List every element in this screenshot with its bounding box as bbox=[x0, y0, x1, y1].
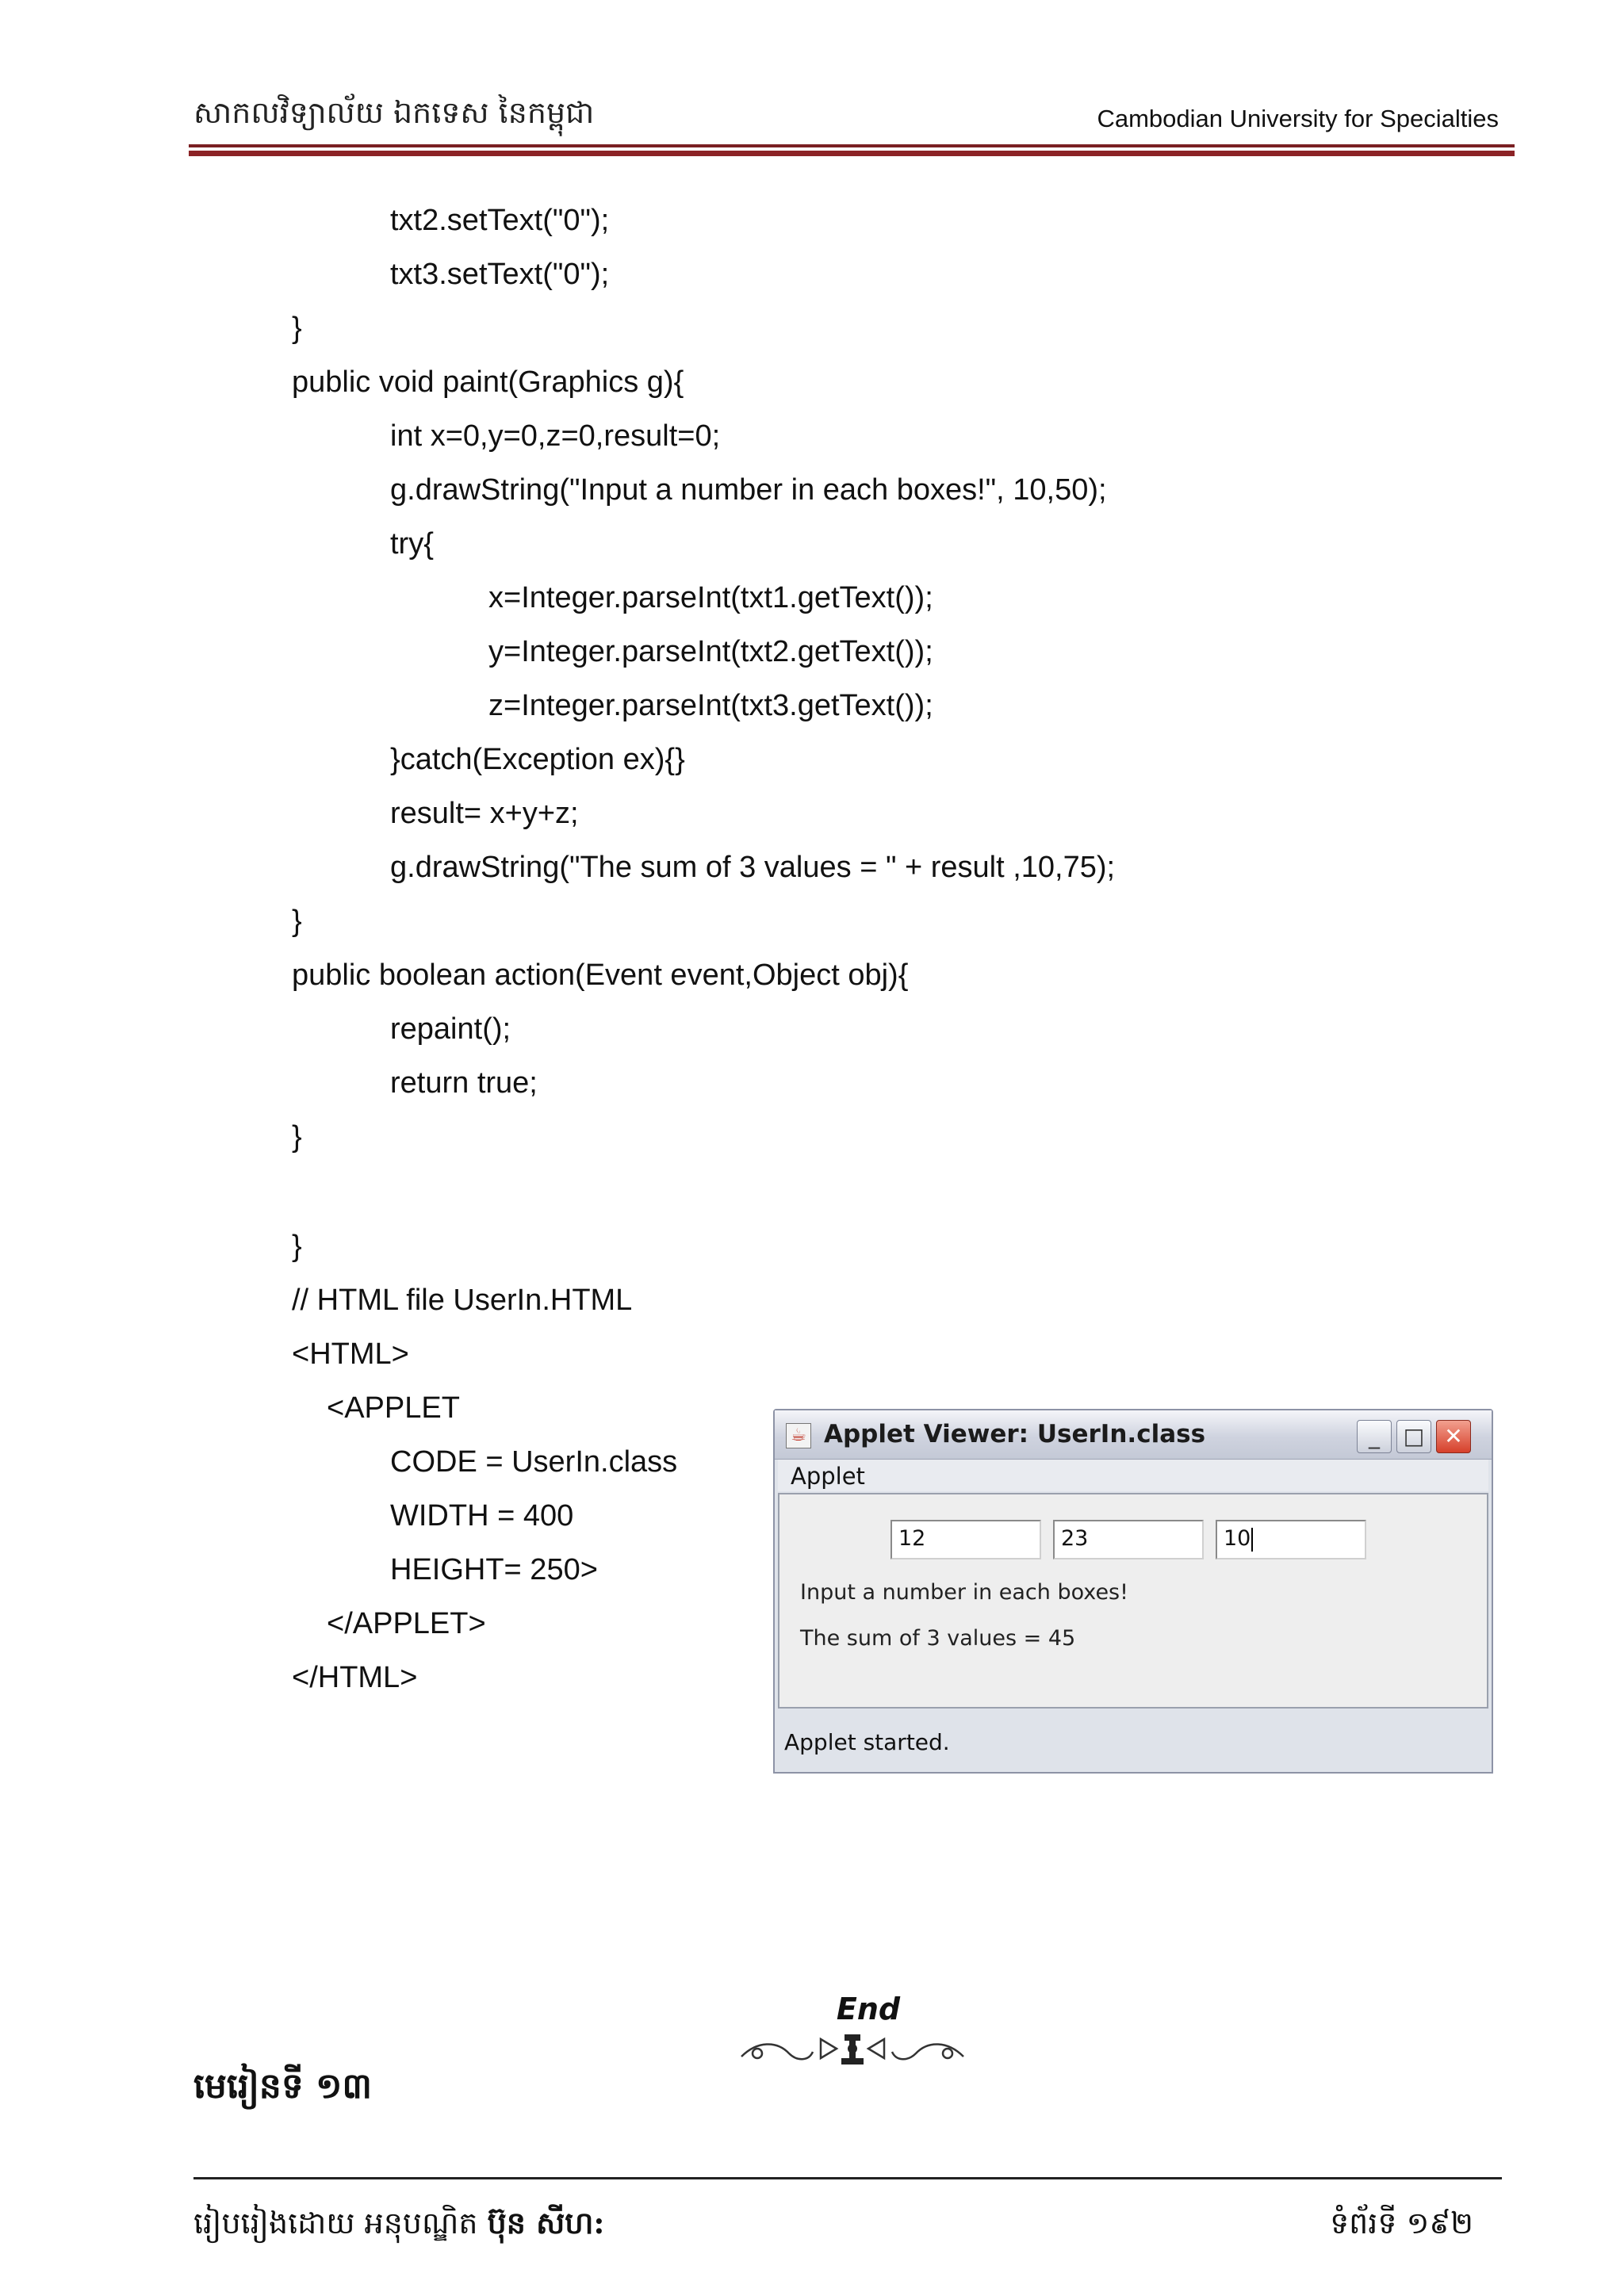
header-divider bbox=[189, 144, 1515, 147]
lesson-heading: មេរៀនទី ១៣ bbox=[193, 2066, 373, 2107]
maximize-button[interactable]: □ bbox=[1396, 1420, 1431, 1453]
page-number: ទំព័រទី ១៩២ bbox=[1330, 2206, 1473, 2241]
code-line: } bbox=[292, 1120, 302, 1154]
number-field-1[interactable] bbox=[891, 1520, 1041, 1559]
code-line: } bbox=[292, 1230, 302, 1263]
code-line: } bbox=[292, 312, 302, 345]
code-line: txt2.setText("0"); bbox=[390, 204, 610, 237]
number-field-2[interactable] bbox=[1053, 1520, 1204, 1559]
code-line: x=Integer.parseInt(txt1.getText()); bbox=[488, 581, 933, 614]
number-field-2-value: 23 bbox=[1061, 1526, 1089, 1551]
footer-divider bbox=[193, 2177, 1502, 2179]
decorative-ornament bbox=[733, 2030, 971, 2069]
html-line: WIDTH = 400 bbox=[390, 1499, 574, 1533]
menu-bar bbox=[778, 1460, 1488, 1491]
sum-result-text: The sum of 3 values = 45 bbox=[800, 1626, 1076, 1651]
html-line: HEIGHT= 250> bbox=[390, 1553, 598, 1586]
header-university-khmer: សាកលវិទ្យាល័យ ឯកទេស នៃកម្ពុជា bbox=[193, 95, 595, 130]
html-line: CODE = UserIn.class bbox=[390, 1445, 678, 1479]
footer-author-prefix: រៀបរៀងដោយ អនុបណ្ឌិត bbox=[193, 2206, 478, 2241]
html-line: <APPLET bbox=[327, 1391, 460, 1425]
code-line: z=Integer.parseInt(txt3.getText()); bbox=[488, 689, 933, 722]
number-field-3[interactable] bbox=[1216, 1520, 1366, 1559]
code-line: y=Integer.parseInt(txt2.getText()); bbox=[488, 635, 933, 668]
html-line: </HTML> bbox=[292, 1661, 418, 1694]
header-divider-thick bbox=[189, 151, 1515, 156]
applet-menu[interactable]: Applet bbox=[791, 1463, 865, 1490]
window-titlebar[interactable] bbox=[775, 1410, 1492, 1460]
code-line: public void paint(Graphics g){ bbox=[292, 365, 684, 399]
html-line: </APPLET> bbox=[327, 1607, 486, 1640]
instruction-text: Input a number in each boxes! bbox=[800, 1580, 1128, 1605]
code-line: } bbox=[292, 905, 302, 938]
html-line: // HTML file UserIn.HTML bbox=[292, 1284, 633, 1317]
footer-author bbox=[193, 2204, 604, 2248]
number-field-1-value: 12 bbox=[898, 1526, 926, 1551]
number-field-3-value: 10 bbox=[1224, 1526, 1251, 1551]
java-cup-icon: ☕ bbox=[786, 1423, 811, 1448]
code-line: result= x+y+z; bbox=[390, 797, 579, 830]
code-line: repaint(); bbox=[390, 1012, 511, 1046]
window-title: Applet Viewer: UserIn.class bbox=[824, 1420, 1206, 1448]
html-line: <HTML> bbox=[292, 1337, 409, 1371]
status-bar-text: Applet started. bbox=[784, 1729, 950, 1755]
text-caret bbox=[1251, 1528, 1253, 1552]
applet-viewer-window bbox=[773, 1409, 1493, 1774]
footer-author-name: ប៊ុន សីហ: bbox=[487, 2205, 605, 2241]
code-line: return true; bbox=[390, 1066, 538, 1100]
end-label: End bbox=[836, 1992, 901, 2026]
code-line: public boolean action(Event event,Object obj){ bbox=[292, 959, 909, 992]
minimize-button[interactable]: _ bbox=[1357, 1420, 1392, 1453]
code-line: g.drawString("Input a number in each boxes!", 10,50); bbox=[390, 473, 1107, 507]
applet-area bbox=[778, 1493, 1488, 1709]
header-university-english: Cambodian University for Specialties bbox=[1097, 105, 1499, 132]
code-line: g.drawString("The sum of 3 values = " + result ,10,75); bbox=[390, 851, 1116, 884]
code-line: int x=0,y=0,z=0,result=0; bbox=[390, 419, 721, 453]
code-line: try{ bbox=[390, 527, 434, 561]
code-line: }catch(Exception ex){} bbox=[390, 743, 685, 776]
code-line: txt3.setText("0"); bbox=[390, 258, 610, 291]
close-button[interactable]: ✕ bbox=[1436, 1420, 1471, 1453]
